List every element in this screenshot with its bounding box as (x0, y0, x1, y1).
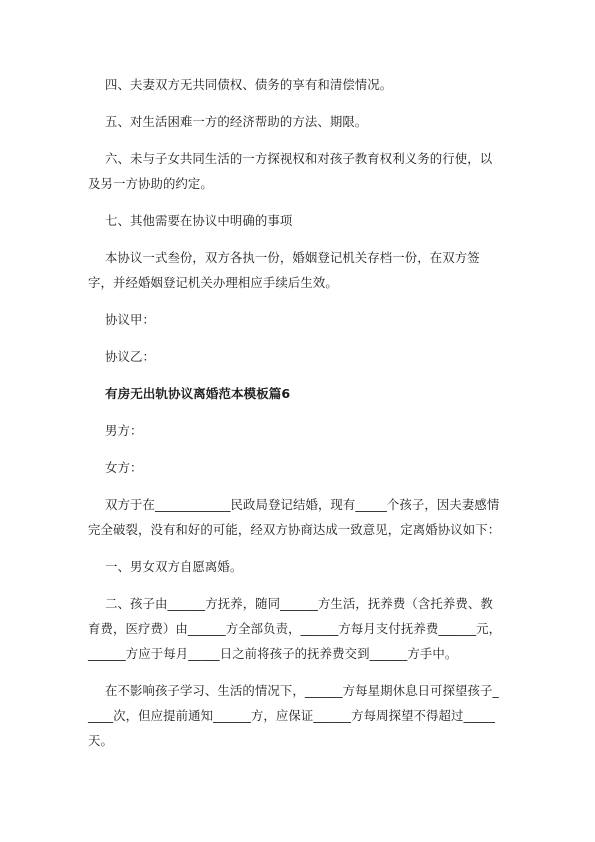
clause-5: 五、对生活困难一方的经济帮助的方法、期限。 (105, 114, 368, 129)
section-heading: 有房无出轨协议离婚范本模板篇6 (105, 386, 291, 401)
wife-label: 女方： (105, 460, 143, 475)
party-b-label: 协议乙： (105, 349, 155, 364)
intro-paragraph: 双方于在____________民政局登记结婚，现有_____个孩子，因夫妻感情完全破裂，没有和好的可能，经双方协商达成一致意见，定离婚协议如下： (88, 497, 501, 537)
party-a-label: 协议甲： (105, 312, 155, 327)
clause-child-custody: 二、孩子由______方抚养，随同______方生活，抚养费（含托养费、教育费，医疗费）由______方全部负责，______方每月支付抚养费______元，______方应于每月_____日之前将孩子的抚养费交到______方手中。 (88, 596, 502, 661)
clause-6: 六、未与子女共同生活的一方探视权和对孩子教育权利义务的行使，以及另一方协助的约定。 (88, 151, 493, 191)
clause-7: 七、其他需要在协议中明确的事项 (105, 213, 293, 228)
husband-label: 男方： (105, 423, 143, 438)
clause-divorce-voluntary: 一、男女双方自愿离婚。 (105, 559, 243, 574)
clause-4: 四、夫妻双方无共同债权、债务的享有和清偿情况。 (105, 77, 393, 92)
clause-visitation: 在不影响孩子学习、生活的情况下，______方每星期休息日可探望孩子_____次，但应提前通知______方，应保证______方每周探望不得超过_____天。 (88, 683, 499, 748)
agreement-copies-note: 本协议一式叁份，双方各执一份，婚姻登记机关存档一份，在双方签字，并经婚姻登记机关办理相应手续后生效。 (88, 250, 480, 290)
